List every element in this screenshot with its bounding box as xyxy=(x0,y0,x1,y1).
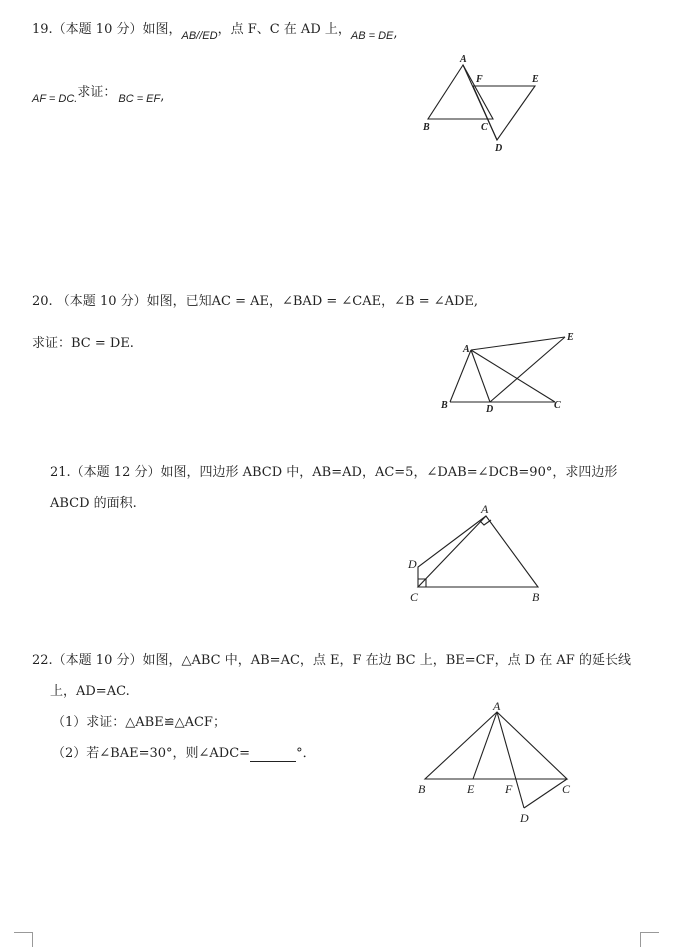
q19-equal-af-dc: AF = DC. xyxy=(32,93,78,105)
q22-part2 xyxy=(52,746,316,762)
q22-triangle-abc xyxy=(425,712,567,779)
q21-triangle-acb xyxy=(418,516,538,587)
q19-label-d: D xyxy=(495,143,503,154)
q21-label-d: D xyxy=(408,557,417,571)
q20-segment-ac xyxy=(471,350,555,402)
q22-part2-after: °． xyxy=(296,746,316,761)
q22-label-c: C xyxy=(562,782,571,796)
q22-text-line1: 22.（本题 10 分）如图，△ABC 中，AB=AC，点 E，F 在边 BC 上，BE=CF，点 D 在 AF 的延长线 xyxy=(32,653,631,668)
q19-figure xyxy=(415,50,555,155)
q19-prove-label: 求证： xyxy=(77,85,117,100)
q19-label-a: A xyxy=(460,54,467,65)
q21-figure xyxy=(400,500,555,605)
q20-label-c: C xyxy=(554,400,561,411)
q19-equal-ab-de: AB = DE xyxy=(350,30,394,42)
page-corner-mark-right xyxy=(640,932,659,947)
q20-segment-ae xyxy=(471,337,565,350)
page-corner-mark-left xyxy=(14,932,33,947)
q21-label-c: C xyxy=(410,590,419,604)
q22-text-line2: 上，AD=AC. xyxy=(50,684,130,699)
q19-label-f: F xyxy=(476,74,483,85)
q19-points-on: ，点 F、C 在 AD 上， xyxy=(217,22,351,37)
q22-label-a: A xyxy=(493,700,501,713)
q21-label-b: B xyxy=(532,590,540,604)
q19-text-line2: $_{AF = DC.}$求证： $_{BC = EF}$, xyxy=(32,85,165,105)
q22-segment-ae xyxy=(473,712,497,779)
q20-segment-ad xyxy=(471,350,490,402)
q22-figure xyxy=(413,700,583,830)
q22-part2-before: （2）若∠BAE=30°，则∠ADC= xyxy=(52,746,251,761)
q20-label-b: B xyxy=(441,400,448,411)
q20-figure xyxy=(438,328,583,418)
q20-text-line2: 求证：BC = DE. xyxy=(32,336,134,351)
q19-label-e: E xyxy=(532,74,539,85)
q19-text-line1: 19.（本题 10 分）如图，$_{AB//ED}$，点 F、C 在 AD 上，$_{AB = DE}$, xyxy=(32,22,398,42)
q22-label-f: F xyxy=(505,782,513,796)
q19-intro: 19.（本题 10 分）如图， xyxy=(32,22,182,37)
q19-parallel: AB//ED xyxy=(181,30,218,42)
q20-label-d: D xyxy=(486,404,494,415)
q20-label-a: A xyxy=(463,344,470,355)
q21-label-a: A xyxy=(481,502,489,516)
q22-answer-blank[interactable] xyxy=(250,749,296,762)
q22-label-d: D xyxy=(520,811,529,825)
q20-segment-de xyxy=(490,337,565,402)
q22-label-b: B xyxy=(418,782,426,796)
q20-segment-ab xyxy=(450,350,471,402)
q20-label-e: E xyxy=(567,332,574,343)
q22-part1: （1）求证：△ABE≌△ACF； xyxy=(52,715,226,730)
q22-segment-dc xyxy=(524,779,567,808)
q20-text-line1: 20. （本题 10 分）如图，已知AC = AE，∠BAD = ∠CAE，∠B = ∠ADE, xyxy=(32,294,479,309)
q21-text-line1: 21.（本题 12 分）如图，四边形 ABCD 中，AB=AD，AC=5，∠DAB=∠DCB=90°，求四边形 xyxy=(50,465,618,480)
q19-conclusion: BC = EF xyxy=(118,93,161,105)
q19-label-b: B xyxy=(423,122,430,133)
q21-text-line2: ABCD 的面积. xyxy=(50,496,137,511)
q19-label-c: C xyxy=(481,122,488,133)
q22-label-e: E xyxy=(467,782,475,796)
